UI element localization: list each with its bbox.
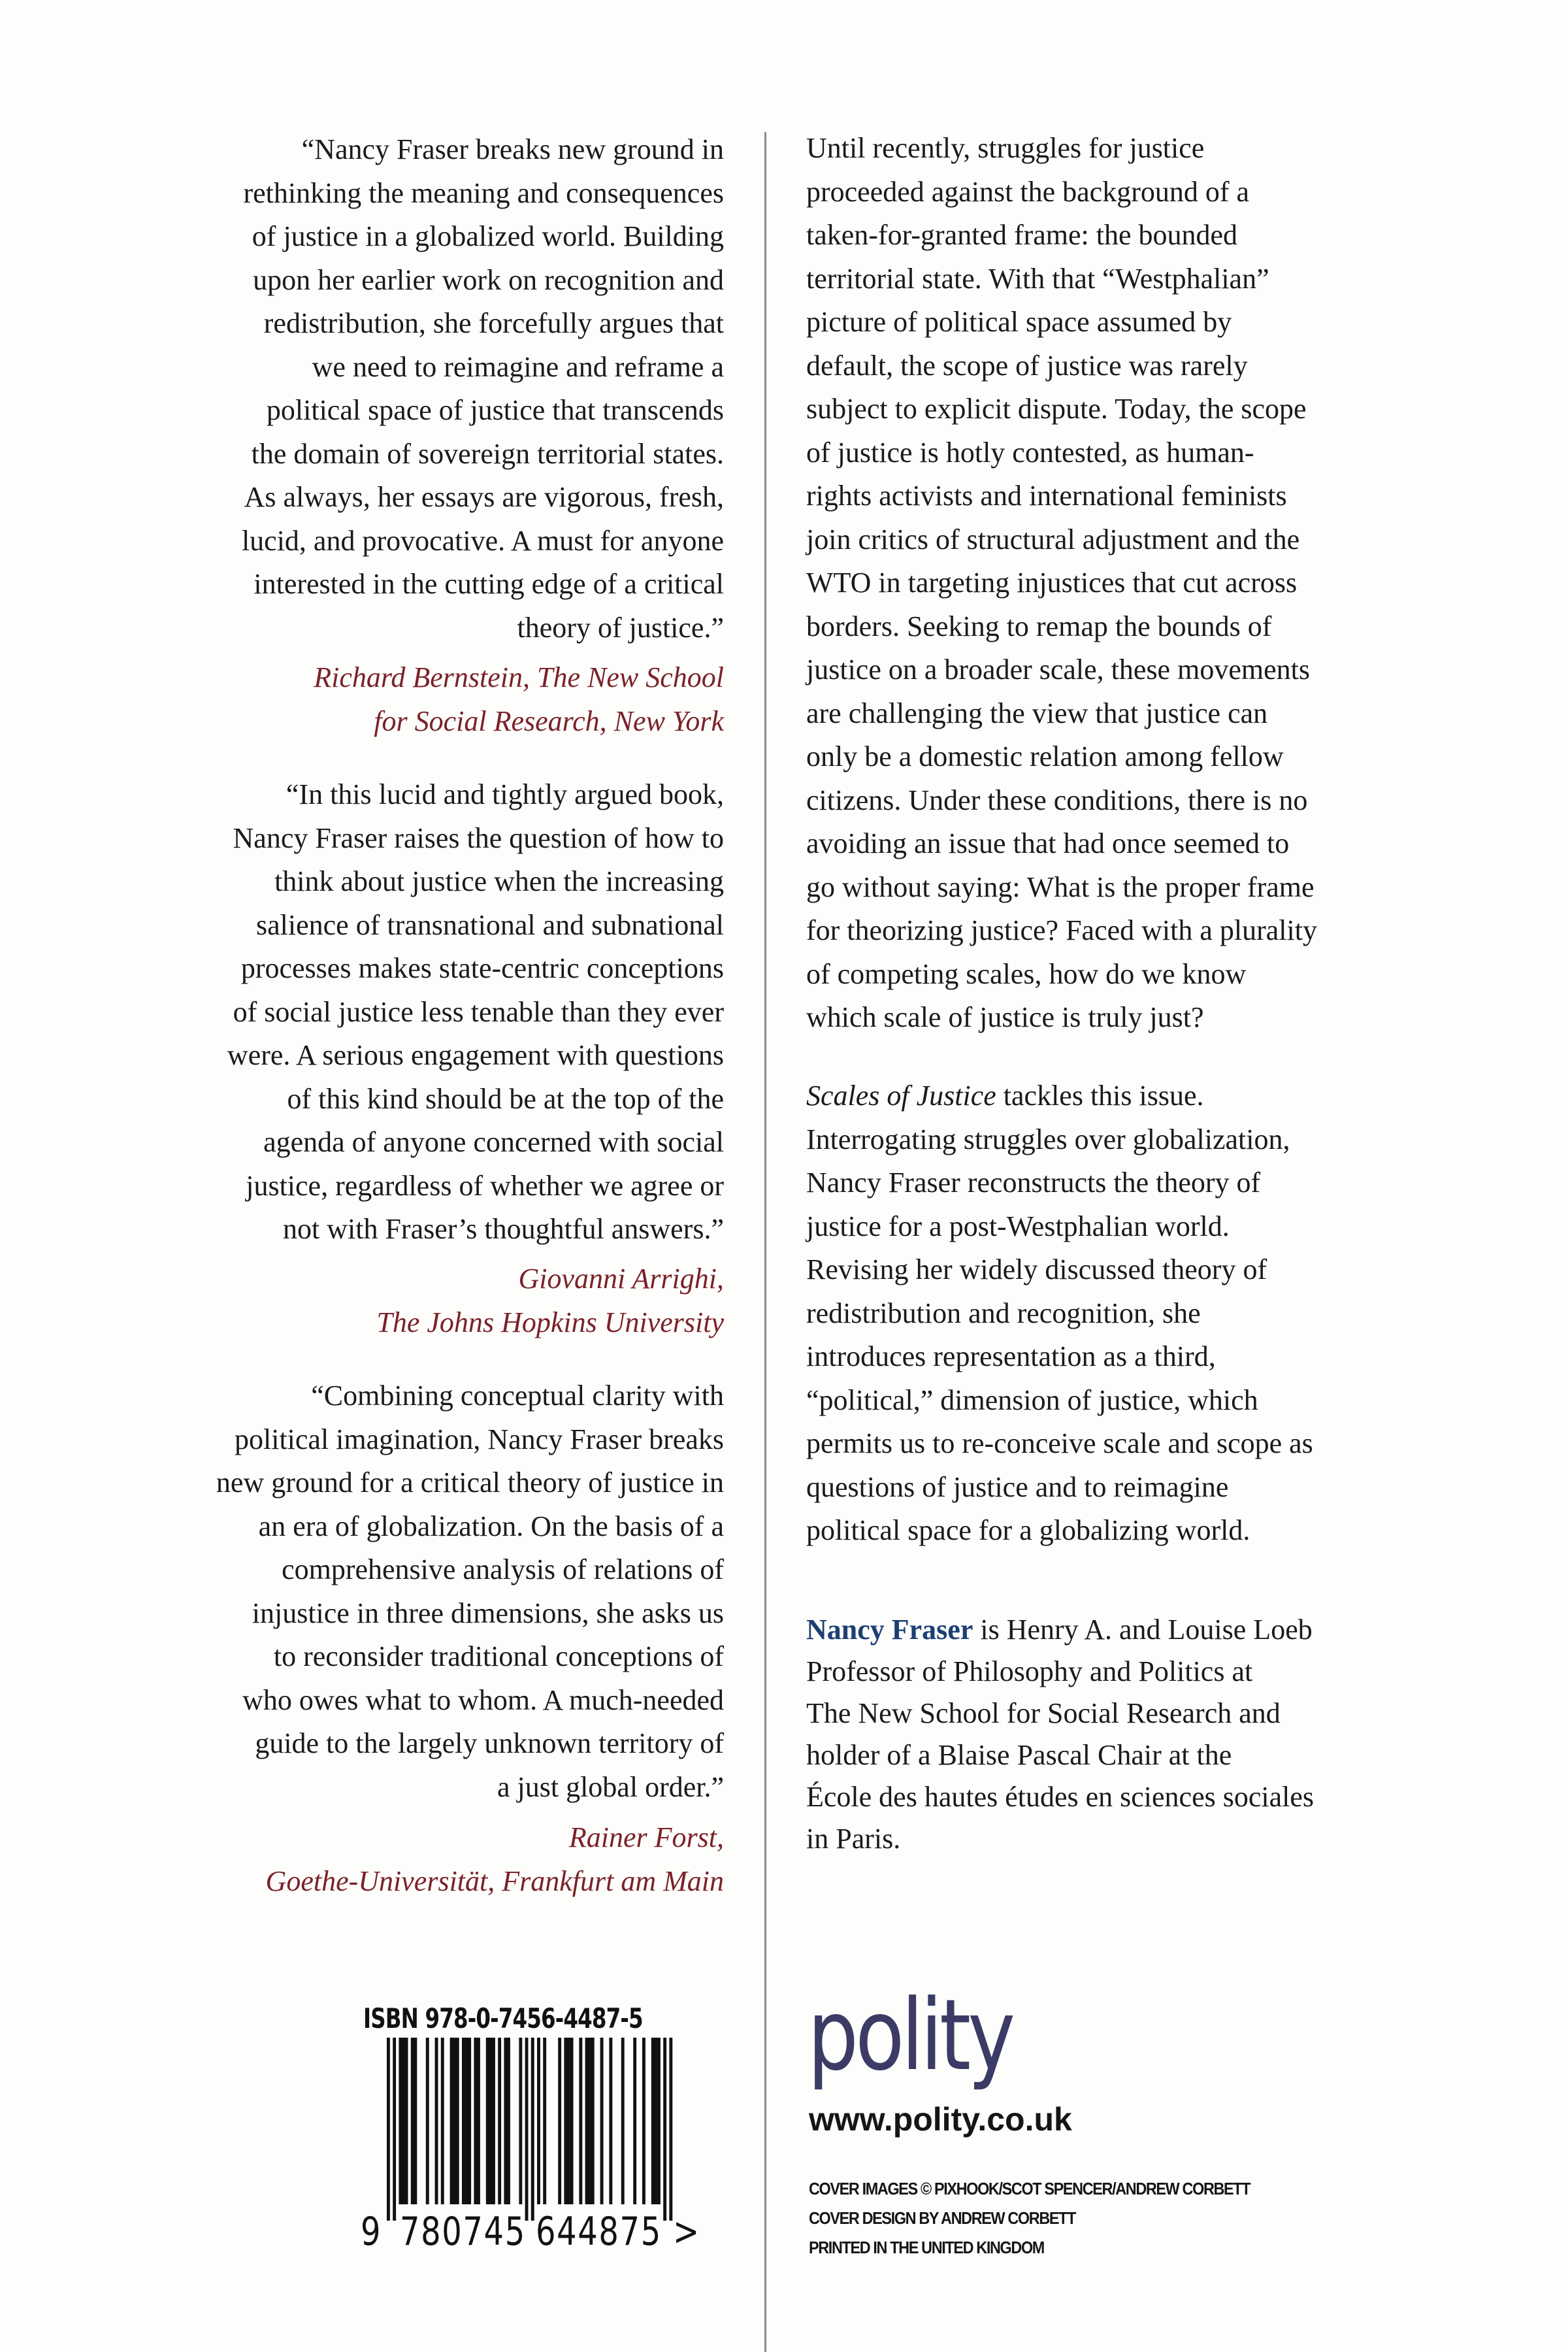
- barcode-bar: [441, 2038, 444, 2204]
- barcode-bar: [387, 2038, 390, 2221]
- barcode-bar: [663, 2038, 666, 2221]
- barcode-bar: [525, 2038, 529, 2221]
- text-line: justice, regardless of whether we agree or: [246, 1169, 724, 1202]
- text-line: justice for a post-Westphalian world.: [806, 1210, 1230, 1242]
- barcode-bar: [504, 2038, 507, 2204]
- text-line: processes makes state-centric conceptions: [240, 952, 724, 984]
- text-line: borders. Seeking to remap the bounds of: [806, 610, 1272, 642]
- quote-1-attribution: [78, 656, 724, 743]
- barcode-bar: [621, 2038, 625, 2204]
- barcode-bar: [567, 2038, 570, 2204]
- barcode-bar: [654, 2038, 657, 2204]
- text-line: political imagination, Nancy Fraser breaks: [235, 1423, 724, 1455]
- text-line: As always, her essays are vigorous, fresh,: [244, 481, 724, 513]
- author-bio-lines: [806, 1651, 1525, 1860]
- barcode-bar: [657, 2038, 661, 2204]
- barcode-right-digits: 644875: [536, 2209, 662, 2255]
- text-line: upon her earlier work on recognition and: [253, 263, 724, 296]
- text-line: agenda of anyone concerned with social: [263, 1126, 724, 1158]
- text-line: Nancy Fraser reconstructs the theory of: [806, 1167, 1261, 1199]
- text-line: “Nancy Fraser breaks new ground in: [301, 133, 724, 165]
- text-line: WTO in targeting injustices that cut across: [806, 567, 1298, 599]
- text-line: lucid, and provocative. A must for anyone: [241, 524, 724, 557]
- text-line: default, the scope of justice was rarely: [806, 349, 1248, 382]
- text-line: Goethe-Universität, Frankfurt am Main: [265, 1864, 724, 1897]
- book-title: Scales of Justice: [806, 1080, 996, 1112]
- text-line: Richard Bernstein, The New School: [314, 661, 724, 693]
- barcode-bar: [600, 2038, 604, 2204]
- barcode-bar: [579, 2038, 582, 2204]
- barcode-bar: [465, 2038, 468, 2204]
- barcode-first-digit: 9: [361, 2209, 382, 2255]
- barcode-bar: [651, 2038, 655, 2204]
- barcode-bar: [537, 2038, 540, 2204]
- barcode-bar: [477, 2038, 480, 2204]
- text-line: justice on a broader scale, these movements: [806, 654, 1310, 686]
- barcode-bar: [585, 2038, 589, 2204]
- barcode-bar: [633, 2038, 636, 2204]
- credit-cover-design: COVER DESIGN BY ANDREW CORBETT: [809, 2208, 1076, 2228]
- text-line: redistribution and recognition, she: [806, 1297, 1201, 1329]
- first-line-rest: tackles this issue.: [996, 1080, 1204, 1112]
- description-paragraph-2-lines: [806, 1118, 1525, 1553]
- text-line: a just global order.”: [497, 1770, 724, 1803]
- barcode-bar: [591, 2038, 595, 2204]
- text-line: redistribution, she forcefully argues that: [263, 307, 724, 339]
- text-line: Rainer Forst,: [568, 1821, 724, 1853]
- text-line: citizens. Under these conditions, there is no: [806, 784, 1308, 816]
- text-line: Until recently, struggles for justice: [806, 132, 1205, 164]
- quote-2-attribution: [78, 1257, 724, 1344]
- barcode-bar: [474, 2038, 477, 2204]
- barcode-bar: [609, 2038, 612, 2204]
- column-divider: [764, 132, 766, 2352]
- text-line: were. A serious engagement with questions: [227, 1039, 724, 1071]
- barcode-bar: [402, 2038, 405, 2204]
- barcode-bar: [507, 2038, 510, 2204]
- text-line: rights activists and international feminists: [806, 480, 1287, 512]
- text-line: only be a domestic relation among fellow: [806, 740, 1284, 772]
- text-line: think about justice when the increasing: [274, 865, 724, 897]
- text-line: of competing scales, how do we know: [806, 957, 1247, 990]
- barcode: [387, 2038, 681, 2221]
- barcode-bar: [468, 2038, 471, 2204]
- quote-3: [78, 1374, 724, 1809]
- barcode-bar: [399, 2038, 402, 2204]
- barcode-bar: [411, 2038, 414, 2204]
- text-line: holder of a Blaise Pascal Chair at the: [806, 1739, 1232, 1771]
- text-line: of justice is hotly contested, as human-: [806, 436, 1254, 469]
- text-line: for theorizing justice? Faced with a plurality: [806, 914, 1317, 946]
- barcode-bar: [564, 2038, 567, 2204]
- text-line: questions of justice and to reimagine: [806, 1470, 1229, 1503]
- barcode-bar: [669, 2038, 672, 2221]
- text-line: rethinking the meaning and consequences: [243, 176, 724, 209]
- barcode-bar: [543, 2038, 546, 2204]
- barcode-bar: [519, 2038, 522, 2204]
- text-line: salience of transnational and subnational: [256, 908, 724, 941]
- text-line: for Social Research, New York: [374, 704, 724, 737]
- bio-first-line-rest: is Henry A. and Louise Loeb: [973, 1614, 1313, 1646]
- credit-printed-in: PRINTED IN THE UNITED KINGDOM: [809, 2238, 1044, 2257]
- barcode-left-digits: 780745: [400, 2209, 526, 2255]
- text-line: theory of justice.”: [517, 611, 724, 644]
- text-line: an era of globalization. On the basis of a: [258, 1510, 724, 1542]
- barcode-bar: [486, 2038, 489, 2204]
- barcode-bar: [426, 2038, 429, 2204]
- barcode-bar: [489, 2038, 492, 2204]
- polity-logo: polity: [808, 1979, 1013, 2093]
- text-line: École des hautes études en sciences sociales: [806, 1781, 1315, 1813]
- text-line: political space of justice that transcends: [266, 394, 724, 426]
- text-line: interested in the cutting edge of a critical: [253, 568, 724, 600]
- barcode-bar: [456, 2038, 459, 2204]
- text-line: subject to explicit dispute. Today, the scope: [806, 393, 1307, 425]
- text-line: go without saying: What is the proper frame: [806, 870, 1315, 903]
- text-line: picture of political space assumed by: [806, 306, 1232, 338]
- text-line: introduces representation as a third,: [806, 1340, 1216, 1372]
- author-bio-first-line: [806, 1609, 1525, 1651]
- text-line: Nancy Fraser raises the question of how to: [233, 821, 724, 854]
- text-line: who owes what to whom. A much-needed: [242, 1683, 724, 1716]
- barcode-bar: [405, 2038, 408, 2204]
- barcode-quiet-mark: >: [673, 2209, 700, 2255]
- barcode-bar: [531, 2038, 534, 2221]
- text-line: The New School for Social Research and: [806, 1697, 1281, 1729]
- barcode-bar: [435, 2038, 438, 2204]
- barcode-bar: [492, 2038, 495, 2204]
- text-line: territorial state. With that “Westphalian”: [806, 262, 1269, 295]
- barcode-bar: [498, 2038, 501, 2204]
- text-line: “Combining conceptual clarity with: [311, 1380, 724, 1412]
- publisher-url[interactable]: www.polity.co.uk: [809, 2101, 1072, 2138]
- text-line: comprehensive analysis of relations of: [282, 1553, 724, 1585]
- text-line: of social justice less tenable than they ever: [233, 995, 724, 1028]
- isbn-label: ISBN 978-0-7456-4487-5: [363, 2002, 643, 2034]
- text-line: to reconsider traditional conceptions of: [273, 1640, 724, 1672]
- text-line: Interrogating struggles over globalization,: [806, 1123, 1290, 1155]
- barcode-bar: [414, 2038, 417, 2204]
- description-paragraph-1: [806, 127, 1525, 1040]
- quote-1: [78, 128, 724, 650]
- text-line: which scale of justice is truly just?: [806, 1001, 1204, 1033]
- barcode-bar: [453, 2038, 456, 2204]
- text-line: of this kind should be at the top of the: [287, 1082, 724, 1115]
- barcode-bar: [588, 2038, 591, 2204]
- text-line: Giovanni Arrighi,: [518, 1263, 724, 1295]
- description-paragraph-2: [806, 1074, 1525, 1553]
- text-line: taken-for-granted frame: the bounded: [806, 219, 1238, 251]
- author-name: Nancy Fraser: [806, 1614, 973, 1646]
- quote-3-attribution: [78, 1816, 724, 1903]
- author-bio: [806, 1609, 1525, 1860]
- text-line: The Johns Hopkins University: [376, 1306, 724, 1338]
- quote-2: [78, 773, 724, 1251]
- text-line: new ground for a critical theory of justice in: [216, 1466, 724, 1499]
- text-line: of justice in a globalized world. Building: [252, 220, 724, 252]
- text-line: the domain of sovereign territorial states.: [251, 437, 724, 470]
- text-line: join critics of structural adjustment and the: [806, 523, 1300, 555]
- barcode-bar: [462, 2038, 465, 2204]
- barcode-bar: [642, 2038, 645, 2204]
- text-line: “political,” dimension of justice, which: [806, 1383, 1258, 1416]
- text-line: guide to the largely unknown territory of: [255, 1727, 724, 1759]
- text-line: are challenging the view that justice can: [806, 697, 1268, 729]
- barcode-bar: [558, 2038, 561, 2204]
- credit-cover-images: COVER IMAGES © PIXHOOK/SCOT SPENCER/ANDREW CORBETT: [809, 2179, 1250, 2198]
- text-line: permits us to re-conceive scale and scope as: [806, 1427, 1313, 1459]
- text-line: Professor of Philosophy and Politics at: [806, 1655, 1253, 1687]
- text-line: avoiding an issue that had once seemed to: [806, 827, 1290, 859]
- text-line: “In this lucid and tightly argued book,: [286, 778, 724, 810]
- text-line: injustice in three dimensions, she asks us: [252, 1597, 724, 1629]
- barcode-bar: [393, 2038, 396, 2221]
- description-paragraph-2-first-line: [806, 1074, 1525, 1118]
- text-line: not with Fraser’s thoughtful answers.”: [283, 1213, 724, 1245]
- text-line: Revising her widely discussed theory of: [806, 1253, 1267, 1285]
- barcode-bar: [570, 2038, 574, 2204]
- barcode-bar: [450, 2038, 453, 2204]
- text-line: political space for a globalizing world.: [806, 1514, 1250, 1546]
- text-line: in Paris.: [806, 1823, 901, 1855]
- text-line: proceeded against the background of a: [806, 175, 1250, 208]
- text-line: we need to reimagine and reframe a: [312, 350, 724, 383]
